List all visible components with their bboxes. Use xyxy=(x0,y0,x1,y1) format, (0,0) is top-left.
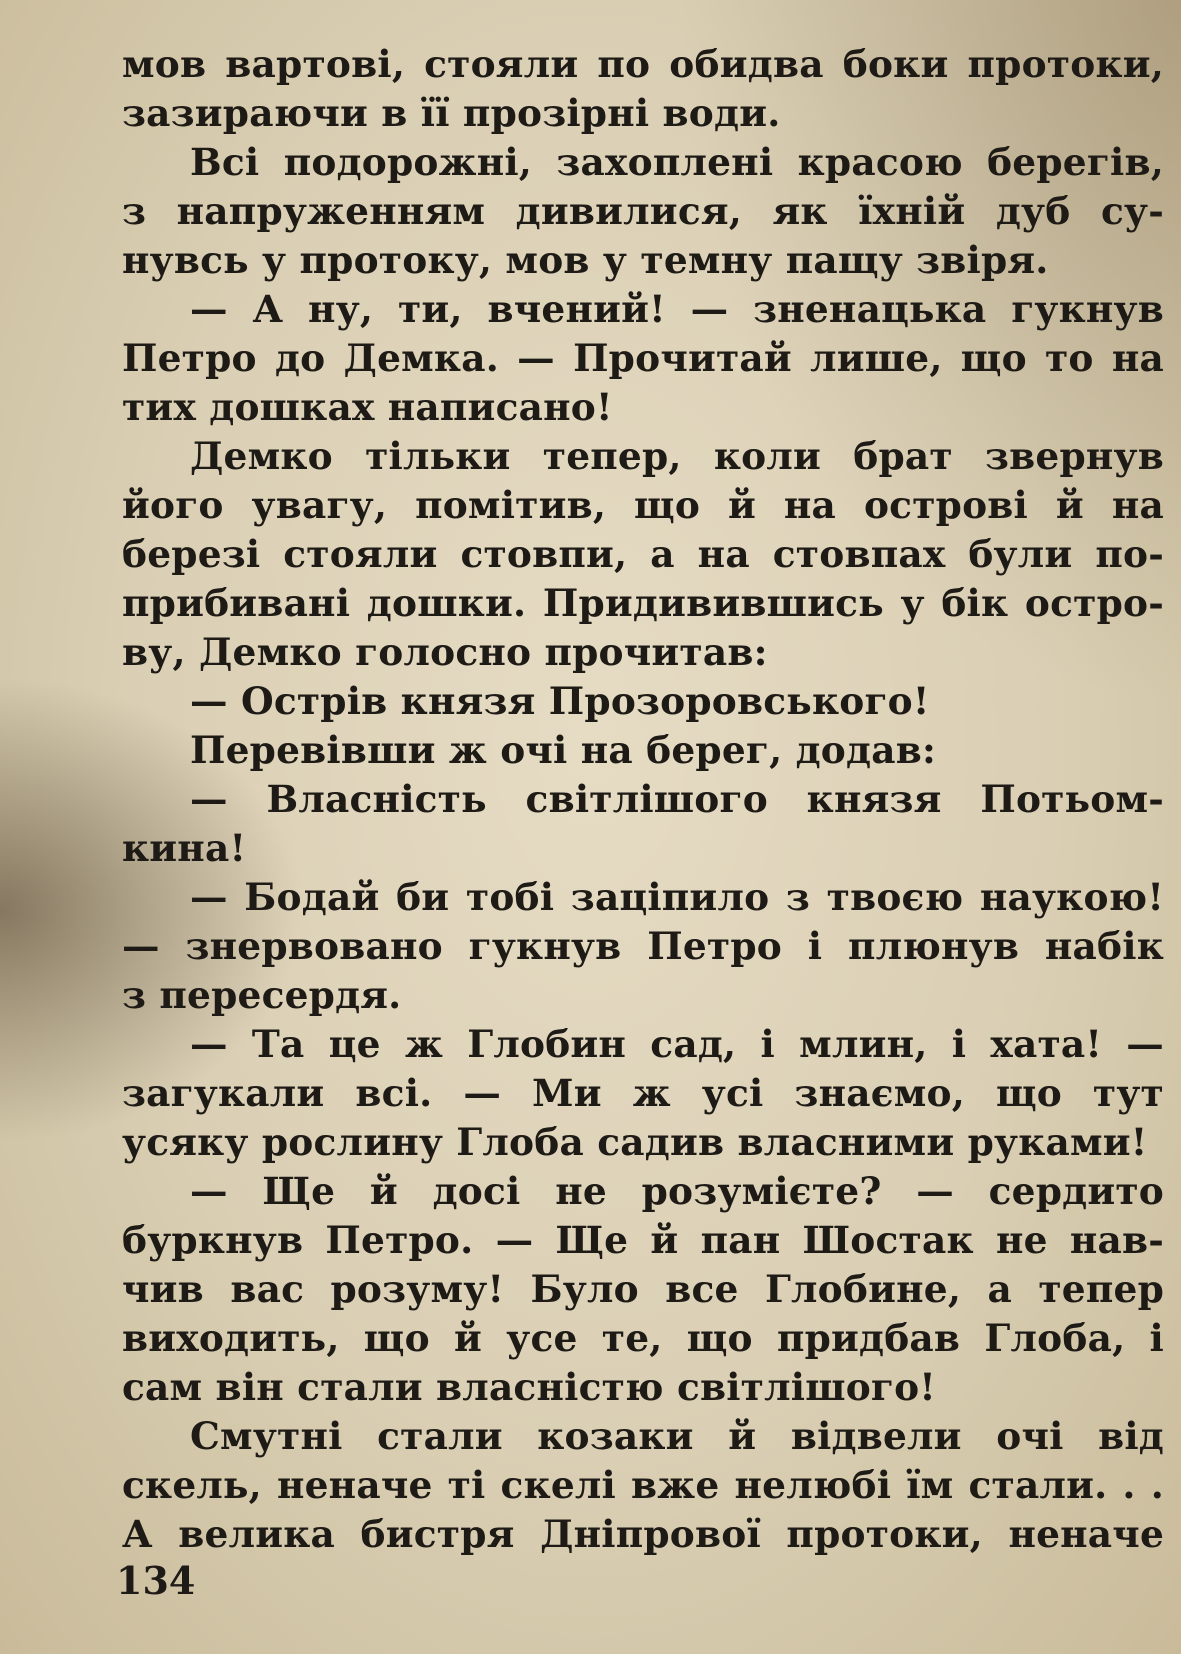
text-line: березі стояли стовпи, а на стовпах були по- xyxy=(122,532,1164,576)
text-line: — Ще й досі не розумієте? — сердито xyxy=(190,1169,1164,1213)
text-line: Петро до Демка. — Прочитай лише, що то на xyxy=(122,336,1164,380)
text-line: А велика бистря Дніпрової протоки, неначе xyxy=(122,1512,1164,1556)
text-line: прибивані дошки. Придивившись у бік остро- xyxy=(122,581,1164,625)
text-line: загукали всі. — Ми ж усі знаємо, що тут xyxy=(122,1071,1164,1115)
text-line: чив вас розуму! Було все Глобине, а тепер xyxy=(122,1267,1164,1311)
text-line: з напруженням дивилися, як їхній дуб су- xyxy=(122,189,1164,233)
text-line: — знервовано гукнув Петро і плюнув набік xyxy=(122,924,1164,968)
text-line: — Та це ж Глобин сад, і млин, і хата! — xyxy=(190,1022,1164,1066)
text-line: ву, Демко голосно прочитав: xyxy=(122,630,768,674)
text-line: мов вартові, стояли по обидва боки протоки, xyxy=(122,42,1164,86)
text-line: з пересердя. xyxy=(122,973,402,1017)
body-text xyxy=(122,40,1164,1559)
text-line: скель, неначе ті скелі вже нелюбі їм стали. . . xyxy=(122,1463,1164,1507)
text-line: тих дошках написано! xyxy=(122,385,613,429)
text-line: усяку рослину Глоба садив власними руками! xyxy=(122,1120,1148,1164)
text-line: Демко тільки тепер, коли брат звернув xyxy=(190,434,1164,478)
text-line: — Острів князя Прозоровського! xyxy=(190,679,930,723)
text-line: виходить, що й усе те, що придбав Глоба, і xyxy=(122,1316,1164,1360)
text-line: Смутні стали козаки й відвели очі від xyxy=(190,1414,1164,1458)
text-line: кина! xyxy=(122,826,247,870)
page-number: 134 xyxy=(116,1558,196,1603)
text-line: Всі подорожні, захоплені красою берегів, xyxy=(190,140,1164,184)
text-line: — А ну, ти, вчений! — зненацька гукнув xyxy=(190,287,1164,331)
text-line: його увагу, помітив, що й на острові й на xyxy=(122,483,1164,527)
text-line: — Бодай би тобі заціпило з твоєю наукою! xyxy=(190,875,1164,919)
text-line: Перевівши ж очі на берег, додав: xyxy=(190,728,936,772)
text-line: — Власність світлішого князя Потьом- xyxy=(190,777,1164,821)
text-line: нувсь у протоку, мов у темну пащу звіря. xyxy=(122,238,1049,282)
text-line: сам він стали власністю світлішого! xyxy=(122,1365,936,1409)
text-line: зазираючи в її прозірні води. xyxy=(122,91,781,135)
text-line: буркнув Петро. — Ще й пан Шостак не нав- xyxy=(122,1218,1164,1262)
